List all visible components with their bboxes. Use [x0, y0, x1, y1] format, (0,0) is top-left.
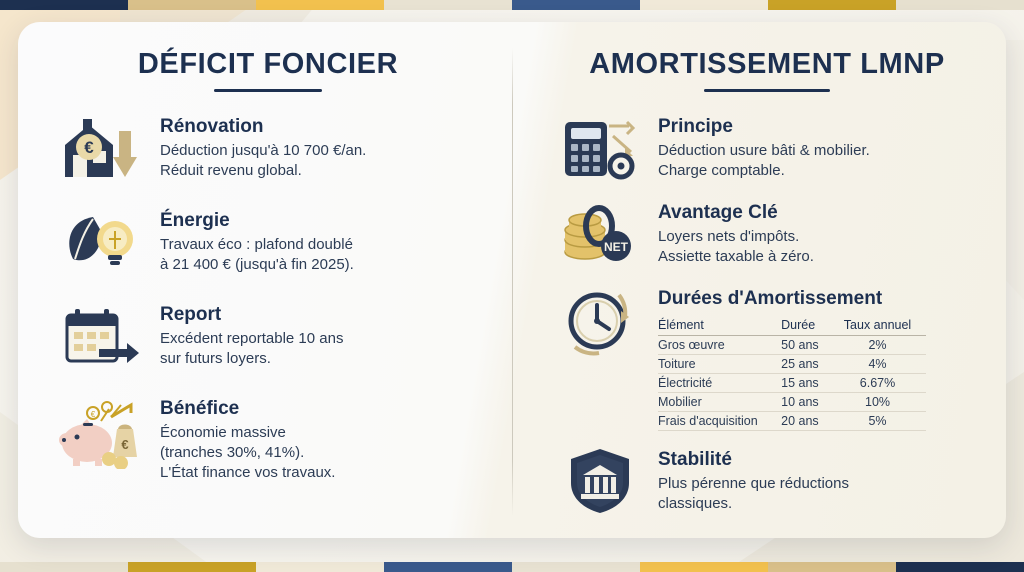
color-strip-segment	[256, 0, 384, 10]
desc-line: L'État finance vos travaux.	[160, 463, 336, 481]
table-row	[658, 336, 926, 355]
table-row	[658, 355, 926, 374]
color-strip-segment	[384, 562, 512, 572]
list-item	[558, 445, 976, 517]
list-item	[58, 394, 478, 482]
top-color-strip	[0, 0, 1024, 10]
list-item	[58, 112, 478, 188]
amortization-table-block	[558, 284, 976, 431]
desc-line: sur futurs loyers.	[160, 349, 271, 367]
desc-line: Économie massive	[160, 424, 286, 441]
desc-line: à 21 400 € (jusqu'à fin 2025).	[160, 255, 354, 273]
cell-element: Mobilier	[658, 393, 781, 412]
color-strip-segment	[512, 562, 640, 572]
color-strip-segment	[384, 0, 512, 10]
table-row	[658, 412, 926, 431]
color-strip-segment	[768, 562, 896, 572]
cell-element: Gros œuvre	[658, 336, 781, 355]
desc-line: Déduction jusqu'à 10 700 €/an.	[160, 142, 367, 159]
desc-line: Assiette taxable à zéro.	[658, 247, 814, 265]
list-item-title: Stabilité	[658, 449, 732, 470]
cell-taux: 6.67%	[839, 374, 926, 393]
cell-taux: 2%	[839, 336, 926, 355]
svg-text:€: €	[121, 437, 129, 452]
list-item-desc	[160, 423, 335, 482]
desc-line: Excédent reportable 10 ans	[160, 330, 344, 347]
cell-duree: 25 ans	[781, 355, 839, 374]
desc-line: Déduction usure bâti & mobilier.	[658, 142, 870, 159]
cell-element: Électricité	[658, 374, 781, 393]
list-item-text	[160, 394, 335, 482]
left-column-title: DÉFICIT FONCIER	[137, 48, 399, 80]
list-item-desc	[658, 474, 849, 514]
list-item-title: Bénéfice	[160, 398, 240, 419]
color-strip-segment	[0, 0, 128, 10]
cell-taux: 10%	[839, 393, 926, 412]
color-strip-segment	[640, 0, 768, 10]
shield-bank-icon	[558, 445, 642, 517]
leaf-lightbulb-icon	[58, 206, 144, 282]
svg-text:NET: NET	[604, 240, 628, 254]
right-column-title: AMORTISSEMENT LMNP	[589, 48, 945, 80]
column-deficit-foncier	[18, 22, 512, 538]
piggy-bank-money-bag-icon	[58, 394, 144, 470]
list-item-desc	[658, 141, 870, 181]
th-element: Élément	[658, 316, 781, 336]
cell-duree: 20 ans	[781, 412, 839, 431]
list-item	[558, 112, 976, 184]
color-strip-segment	[896, 562, 1024, 572]
list-item-text	[160, 206, 354, 275]
list-item-desc	[160, 141, 366, 181]
list-item	[558, 198, 976, 270]
color-strip-segment	[128, 0, 256, 10]
desc-line: Plus pérenne que réductions	[658, 475, 849, 492]
house-euro-down-arrow-icon	[58, 112, 144, 188]
cell-duree: 50 ans	[781, 336, 839, 355]
cell-duree: 10 ans	[781, 393, 839, 412]
desc-line: Travaux éco : plafond doublé	[160, 236, 353, 253]
table-header-row	[658, 316, 926, 336]
th-taux: Taux annuel	[839, 316, 926, 336]
color-strip-segment	[0, 562, 128, 572]
desc-line: classiques.	[658, 494, 733, 512]
desc-line: Réduit revenu global.	[160, 161, 302, 179]
list-item-title: Énergie	[160, 210, 230, 231]
th-duree: Durée	[781, 316, 839, 336]
title-underline	[704, 89, 830, 92]
amortization-table	[658, 316, 926, 431]
list-item-text	[658, 112, 870, 181]
list-item-text	[658, 445, 849, 514]
color-strip-segment	[128, 562, 256, 572]
svg-text:€: €	[90, 410, 96, 419]
clock-icon	[558, 284, 642, 356]
column-amortissement-lmnp	[512, 22, 1006, 538]
list-item-text	[160, 300, 343, 369]
svg-text:€: €	[84, 138, 94, 157]
calculator-gear-icon	[558, 112, 642, 184]
list-item-title: Report	[160, 304, 222, 325]
cell-taux: 4%	[839, 355, 926, 374]
table-row	[658, 393, 926, 412]
color-strip-segment	[896, 0, 1024, 10]
list-item-text	[658, 198, 814, 267]
color-strip-segment	[640, 562, 768, 572]
desc-line: (tranches 30%, 41%).	[160, 443, 305, 461]
desc-line: Charge comptable.	[658, 161, 785, 179]
list-item	[58, 206, 478, 282]
calendar-arrow-icon	[58, 300, 144, 376]
list-item	[58, 300, 478, 376]
color-strip-segment	[768, 0, 896, 10]
table-title: Durées d'Amortissement	[658, 288, 883, 309]
color-strip-segment	[512, 0, 640, 10]
desc-line: Loyers nets d'impôts.	[658, 228, 800, 245]
list-item-desc	[160, 235, 354, 275]
bottom-color-strip	[0, 562, 1024, 572]
table-text	[658, 284, 926, 431]
infographic-card	[18, 22, 1006, 538]
cell-element: Toiture	[658, 355, 781, 374]
color-strip-segment	[256, 562, 384, 572]
cell-taux: 5%	[839, 412, 926, 431]
list-item-desc	[160, 329, 343, 369]
list-item-desc	[658, 227, 814, 267]
list-item-title: Rénovation	[160, 116, 264, 137]
list-item-text	[160, 112, 366, 181]
table-row	[658, 374, 926, 393]
cell-duree: 15 ans	[781, 374, 839, 393]
list-item-title: Avantage Clé	[658, 202, 778, 223]
cell-element: Frais d'acquisition	[658, 412, 781, 431]
title-underline	[214, 89, 322, 92]
list-item-title: Principe	[658, 116, 733, 137]
coins-net-icon	[558, 198, 642, 270]
